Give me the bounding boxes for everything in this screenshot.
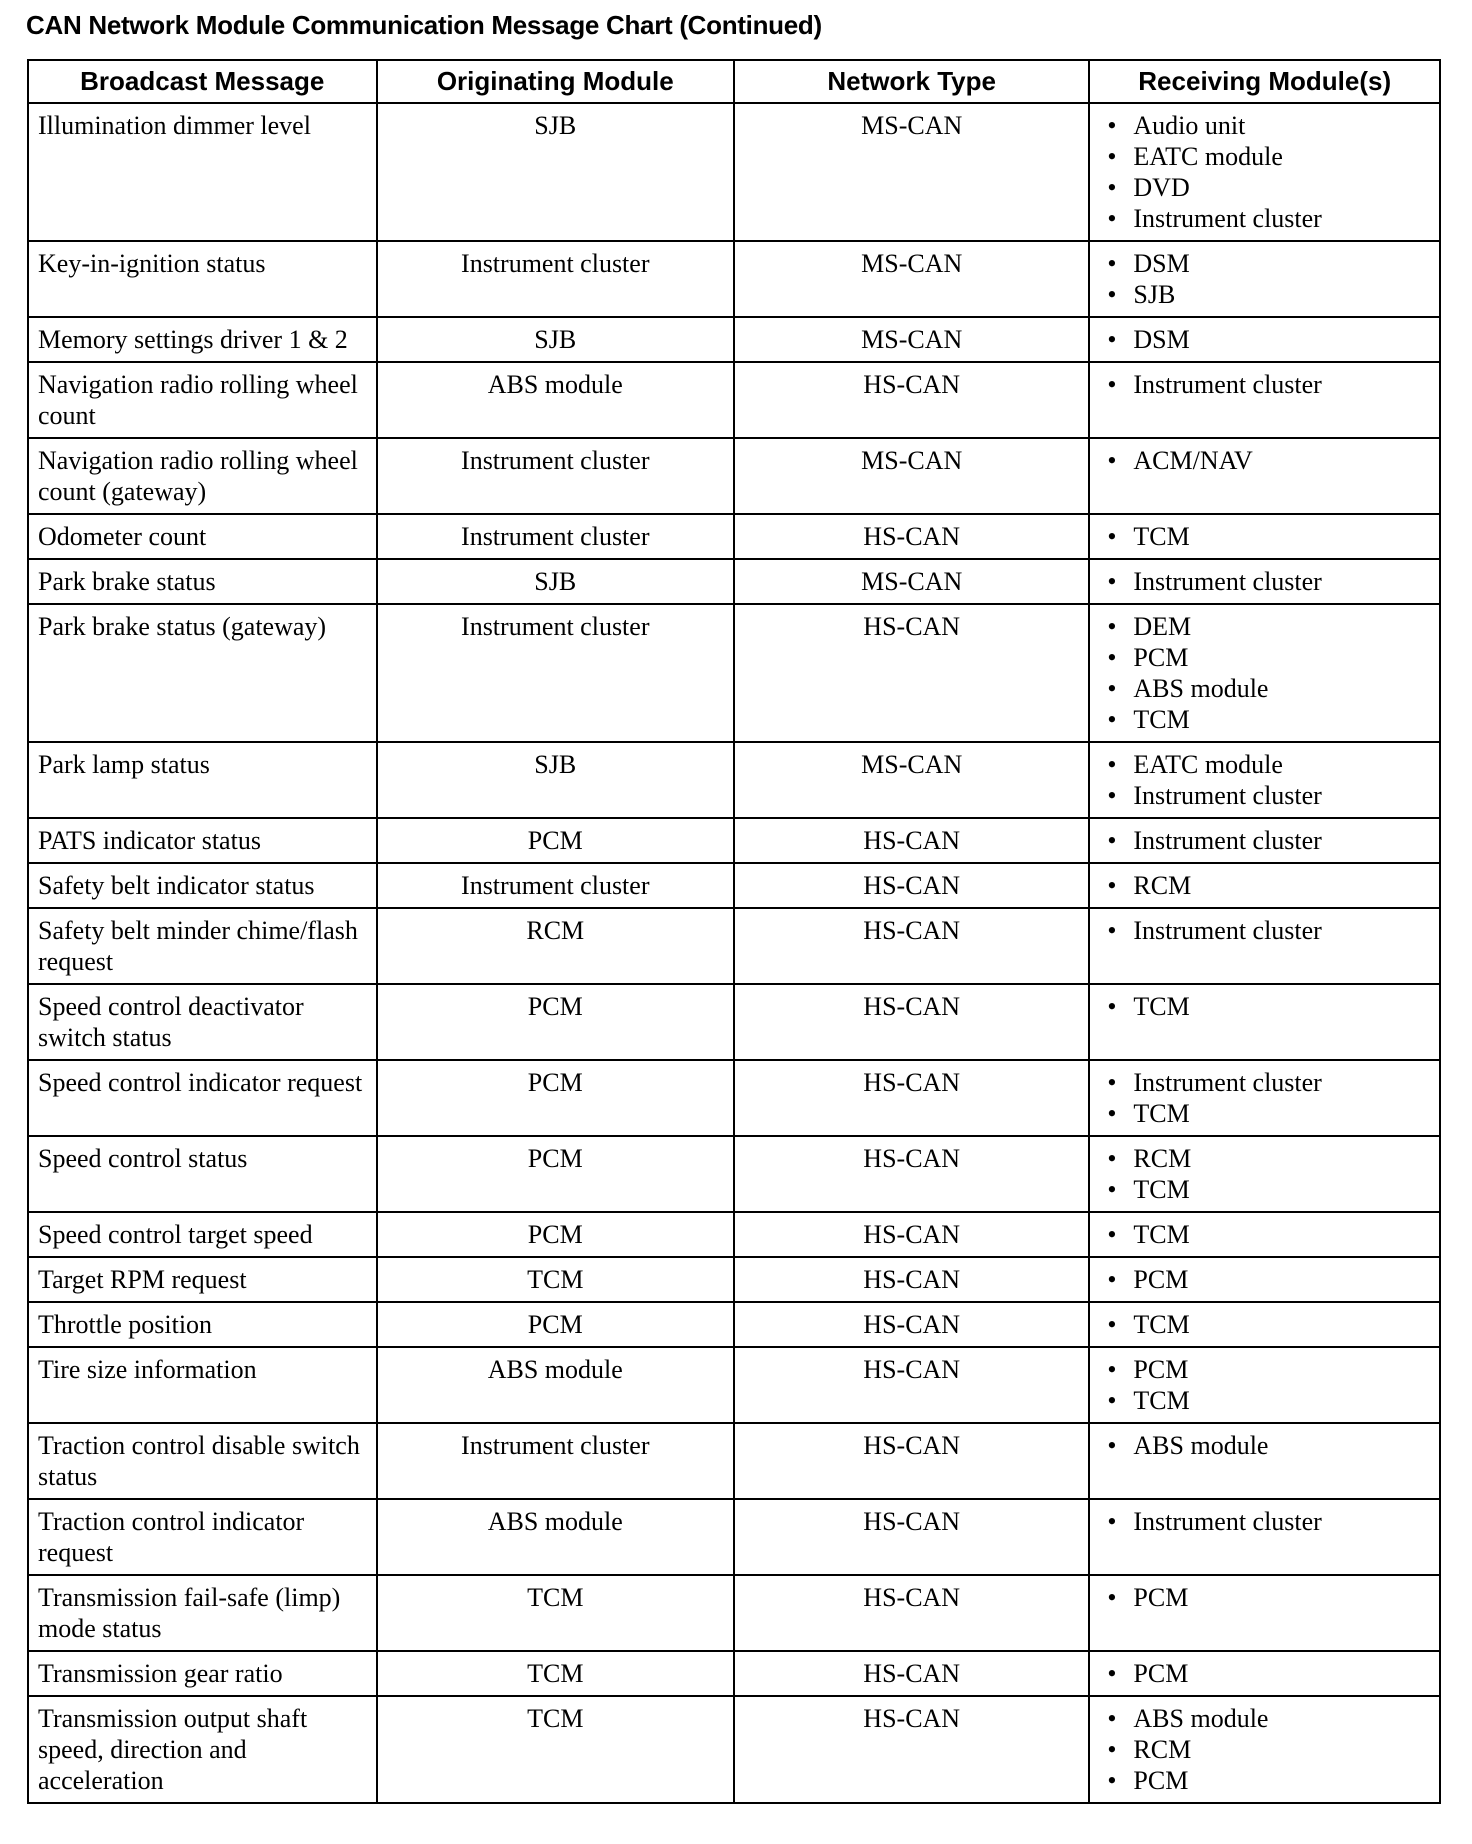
originating-module-cell: TCM <box>377 1257 734 1302</box>
bullet-icon: • <box>1107 1265 1117 1294</box>
receiver-label: Instrument cluster <box>1133 1068 1322 1097</box>
network-type-cell: HS-CAN <box>734 362 1089 438</box>
receiver-list-item <box>1099 566 1430 597</box>
originating-module-cell: ABS module <box>377 1347 734 1423</box>
broadcast-message-cell: Speed control deactivator switch status <box>28 984 377 1060</box>
receiver-list <box>1099 1703 1430 1796</box>
receiver-label: TCM <box>1133 1099 1190 1128</box>
header-originating-module: Originating Module <box>377 60 734 103</box>
bullet-icon: • <box>1107 1099 1117 1128</box>
network-type-cell: HS-CAN <box>734 1136 1089 1212</box>
network-type-cell: HS-CAN <box>734 1575 1089 1651</box>
network-type-cell: HS-CAN <box>734 908 1089 984</box>
broadcast-message-cell: Navigation radio rolling wheel count (gateway) <box>28 438 377 514</box>
originating-module-cell: PCM <box>377 1136 734 1212</box>
table-row <box>28 1423 1440 1499</box>
receiver-label: RCM <box>1133 871 1192 900</box>
bullet-icon: • <box>1107 1068 1117 1097</box>
bullet-icon: • <box>1107 370 1117 399</box>
network-type-cell: MS-CAN <box>734 742 1089 818</box>
receiver-label: EATC module <box>1133 142 1283 171</box>
originating-module-cell: PCM <box>377 818 734 863</box>
originating-module-cell: RCM <box>377 908 734 984</box>
receiving-modules-cell <box>1089 1575 1440 1651</box>
receiver-list-item <box>1099 704 1430 735</box>
receiver-list-item <box>1099 780 1430 811</box>
receiver-list-item <box>1099 1354 1430 1385</box>
network-type-cell: HS-CAN <box>734 1060 1089 1136</box>
broadcast-message-cell: Target RPM request <box>28 1257 377 1302</box>
receiving-modules-cell <box>1089 863 1440 908</box>
table-header-row <box>28 60 1440 103</box>
table-row <box>28 362 1440 438</box>
receiver-list-item <box>1099 1174 1430 1205</box>
receiver-label: Instrument cluster <box>1133 781 1322 810</box>
bullet-icon: • <box>1107 871 1117 900</box>
receiving-modules-cell <box>1089 1499 1440 1575</box>
receiving-modules-cell <box>1089 514 1440 559</box>
originating-module-cell: SJB <box>377 103 734 241</box>
receiver-list-item <box>1099 110 1430 141</box>
receiver-list-item <box>1099 172 1430 203</box>
receiver-list <box>1099 369 1430 400</box>
receiving-modules-cell <box>1089 1212 1440 1257</box>
receiver-list-item <box>1099 1765 1430 1796</box>
receiver-label: PCM <box>1133 643 1189 672</box>
receiver-list-item <box>1099 1143 1430 1174</box>
receiver-label: Audio unit <box>1133 111 1246 140</box>
receiver-list-item <box>1099 369 1430 400</box>
table-row <box>28 908 1440 984</box>
receiver-list-item <box>1099 324 1430 355</box>
receiver-list-item <box>1099 870 1430 901</box>
broadcast-message-cell: Safety belt indicator status <box>28 863 377 908</box>
table-row <box>28 103 1440 241</box>
receiver-list <box>1099 1658 1430 1689</box>
receiver-label: RCM <box>1133 1735 1192 1764</box>
receiver-label: TCM <box>1133 1386 1190 1415</box>
receiving-modules-cell <box>1089 241 1440 317</box>
broadcast-message-cell: Safety belt minder chime/flash request <box>28 908 377 984</box>
originating-module-cell: TCM <box>377 1696 734 1803</box>
receiver-label: EATC module <box>1133 750 1283 779</box>
receiver-list <box>1099 445 1430 476</box>
originating-module-cell: SJB <box>377 317 734 362</box>
broadcast-message-cell: Transmission output shaft speed, direction and acceleration <box>28 1696 377 1803</box>
broadcast-message-cell: Park lamp status <box>28 742 377 818</box>
bullet-icon: • <box>1107 142 1117 171</box>
receiving-modules-cell <box>1089 818 1440 863</box>
originating-module-cell: SJB <box>377 742 734 818</box>
receiving-modules-cell <box>1089 1257 1440 1302</box>
bullet-icon: • <box>1107 916 1117 945</box>
receiver-list-item <box>1099 1219 1430 1250</box>
receiver-label: DSM <box>1133 325 1190 354</box>
receiver-list <box>1099 1309 1430 1340</box>
receiver-label: Instrument cluster <box>1133 567 1322 596</box>
originating-module-cell: PCM <box>377 1212 734 1257</box>
receiver-label: TCM <box>1133 522 1190 551</box>
broadcast-message-cell: Traction control indicator request <box>28 1499 377 1575</box>
bullet-icon: • <box>1107 674 1117 703</box>
receiver-list-item <box>1099 915 1430 946</box>
originating-module-cell: ABS module <box>377 362 734 438</box>
originating-module-cell: PCM <box>377 1302 734 1347</box>
table-row <box>28 984 1440 1060</box>
receiving-modules-cell <box>1089 362 1440 438</box>
broadcast-message-cell: Odometer count <box>28 514 377 559</box>
network-type-cell: HS-CAN <box>734 1212 1089 1257</box>
originating-module-cell: TCM <box>377 1575 734 1651</box>
bullet-icon: • <box>1107 1507 1117 1536</box>
receiver-label: DVD <box>1133 173 1190 202</box>
receiver-list-item <box>1099 141 1430 172</box>
receiver-label: TCM <box>1133 1175 1190 1204</box>
receiver-list-item <box>1099 1067 1430 1098</box>
network-type-cell: HS-CAN <box>734 818 1089 863</box>
network-type-cell: MS-CAN <box>734 241 1089 317</box>
broadcast-message-cell: Traction control disable switch status <box>28 1423 377 1499</box>
broadcast-message-cell: Speed control target speed <box>28 1212 377 1257</box>
bullet-icon: • <box>1107 1735 1117 1764</box>
originating-module-cell: Instrument cluster <box>377 514 734 559</box>
receiver-list <box>1099 1582 1430 1613</box>
table-row <box>28 1575 1440 1651</box>
receiving-modules-cell <box>1089 438 1440 514</box>
broadcast-message-cell: Speed control indicator request <box>28 1060 377 1136</box>
receiver-list-item <box>1099 279 1430 310</box>
table-row <box>28 1060 1440 1136</box>
header-broadcast-message: Broadcast Message <box>28 60 377 103</box>
network-type-cell: MS-CAN <box>734 559 1089 604</box>
receiver-list <box>1099 566 1430 597</box>
network-type-cell: HS-CAN <box>734 1257 1089 1302</box>
originating-module-cell: ABS module <box>377 1499 734 1575</box>
bullet-icon: • <box>1107 1310 1117 1339</box>
broadcast-message-cell: Transmission gear ratio <box>28 1651 377 1696</box>
bullet-icon: • <box>1107 1704 1117 1733</box>
receiver-list-item <box>1099 1582 1430 1613</box>
receiver-list-item <box>1099 1264 1430 1295</box>
receiver-list-item <box>1099 673 1430 704</box>
receiving-modules-cell <box>1089 1651 1440 1696</box>
receiver-label: TCM <box>1133 1220 1190 1249</box>
receiver-list <box>1099 870 1430 901</box>
bullet-icon: • <box>1107 325 1117 354</box>
bullet-icon: • <box>1107 1220 1117 1249</box>
receiver-label: TCM <box>1133 992 1190 1021</box>
receiver-list <box>1099 1143 1430 1205</box>
receiving-modules-cell <box>1089 103 1440 241</box>
receiver-label: PCM <box>1133 1659 1189 1688</box>
receiver-list <box>1099 1506 1430 1537</box>
receiver-label: SJB <box>1133 280 1176 309</box>
receiver-label: ABS module <box>1133 1704 1269 1733</box>
receiver-list-item <box>1099 1506 1430 1537</box>
bullet-icon: • <box>1107 826 1117 855</box>
network-type-cell: HS-CAN <box>734 604 1089 742</box>
receiver-label: Instrument cluster <box>1133 370 1322 399</box>
table-row <box>28 1302 1440 1347</box>
network-type-cell: HS-CAN <box>734 1651 1089 1696</box>
receiver-label: DSM <box>1133 249 1190 278</box>
receiver-list <box>1099 611 1430 735</box>
bullet-icon: • <box>1107 1659 1117 1688</box>
receiver-label: Instrument cluster <box>1133 204 1322 233</box>
receiver-list <box>1099 1067 1430 1129</box>
receiver-label: TCM <box>1133 705 1190 734</box>
broadcast-message-cell: Navigation radio rolling wheel count <box>28 362 377 438</box>
receiver-list-item <box>1099 1430 1430 1461</box>
receiver-list <box>1099 825 1430 856</box>
receiver-list <box>1099 1354 1430 1416</box>
receiver-list-item <box>1099 1734 1430 1765</box>
receiver-label: PCM <box>1133 1355 1189 1384</box>
table-row <box>28 1651 1440 1696</box>
bullet-icon: • <box>1107 1431 1117 1460</box>
receiver-list-item <box>1099 991 1430 1022</box>
receiving-modules-cell <box>1089 559 1440 604</box>
broadcast-message-cell: Speed control status <box>28 1136 377 1212</box>
bullet-icon: • <box>1107 567 1117 596</box>
receiver-list <box>1099 521 1430 552</box>
table-row <box>28 742 1440 818</box>
bullet-icon: • <box>1107 446 1117 475</box>
bullet-icon: • <box>1107 280 1117 309</box>
receiver-label: ABS module <box>1133 674 1269 703</box>
receiving-modules-cell <box>1089 1696 1440 1803</box>
table-row <box>28 241 1440 317</box>
receiver-list <box>1099 915 1430 946</box>
bullet-icon: • <box>1107 522 1117 551</box>
receiver-label: DEM <box>1133 612 1192 641</box>
receiving-modules-cell <box>1089 984 1440 1060</box>
table-row <box>28 559 1440 604</box>
bullet-icon: • <box>1107 705 1117 734</box>
receiver-list <box>1099 991 1430 1022</box>
receiving-modules-cell <box>1089 1347 1440 1423</box>
receiver-label: RCM <box>1133 1144 1192 1173</box>
receiver-label: ABS module <box>1133 1431 1269 1460</box>
receiving-modules-cell <box>1089 317 1440 362</box>
receiving-modules-cell <box>1089 1136 1440 1212</box>
receiver-list-item <box>1099 1385 1430 1416</box>
receiver-list-item <box>1099 1098 1430 1129</box>
table-row <box>28 818 1440 863</box>
broadcast-message-cell: Key-in-ignition status <box>28 241 377 317</box>
bullet-icon: • <box>1107 173 1117 202</box>
network-type-cell: HS-CAN <box>734 1347 1089 1423</box>
table-row <box>28 438 1440 514</box>
broadcast-message-cell: Park brake status <box>28 559 377 604</box>
originating-module-cell: Instrument cluster <box>377 863 734 908</box>
broadcast-message-cell: Throttle position <box>28 1302 377 1347</box>
receiver-list-item <box>1099 825 1430 856</box>
table-row <box>28 1347 1440 1423</box>
originating-module-cell: Instrument cluster <box>377 241 734 317</box>
bullet-icon: • <box>1107 111 1117 140</box>
receiving-modules-cell <box>1089 604 1440 742</box>
bullet-icon: • <box>1107 750 1117 779</box>
network-type-cell: HS-CAN <box>734 1423 1089 1499</box>
broadcast-message-cell: Memory settings driver 1 & 2 <box>28 317 377 362</box>
header-network-type: Network Type <box>734 60 1089 103</box>
message-chart-table <box>27 59 1441 1804</box>
receiver-list <box>1099 248 1430 310</box>
receiver-list-item <box>1099 749 1430 780</box>
bullet-icon: • <box>1107 992 1117 1021</box>
receiver-list-item <box>1099 521 1430 552</box>
network-type-cell: HS-CAN <box>734 1696 1089 1803</box>
receiver-list-item <box>1099 203 1430 234</box>
broadcast-message-cell: Transmission fail-safe (limp) mode status <box>28 1575 377 1651</box>
receiving-modules-cell <box>1089 1302 1440 1347</box>
bullet-icon: • <box>1107 1175 1117 1204</box>
receiver-list-item <box>1099 1309 1430 1340</box>
receiver-list-item <box>1099 1658 1430 1689</box>
receiver-list-item <box>1099 248 1430 279</box>
table-row <box>28 1257 1440 1302</box>
table-row <box>28 1136 1440 1212</box>
receiver-list <box>1099 1430 1430 1461</box>
network-type-cell: MS-CAN <box>734 438 1089 514</box>
table-row <box>28 1212 1440 1257</box>
receiver-label: PCM <box>1133 1583 1189 1612</box>
table-row <box>28 1499 1440 1575</box>
receiver-list-item <box>1099 642 1430 673</box>
bullet-icon: • <box>1107 249 1117 278</box>
bullet-icon: • <box>1107 1386 1117 1415</box>
page-title: CAN Network Module Communication Message Chart (Continued) <box>26 10 822 40</box>
table-row <box>28 1696 1440 1803</box>
receiver-list <box>1099 110 1430 234</box>
network-type-cell: HS-CAN <box>734 514 1089 559</box>
receiver-list <box>1099 1219 1430 1250</box>
receiver-label: ACM/NAV <box>1133 446 1253 475</box>
receiver-list-item <box>1099 1703 1430 1734</box>
bullet-icon: • <box>1107 1766 1117 1795</box>
network-type-cell: HS-CAN <box>734 1499 1089 1575</box>
network-type-cell: HS-CAN <box>734 863 1089 908</box>
bullet-icon: • <box>1107 1355 1117 1384</box>
table-row <box>28 604 1440 742</box>
bullet-icon: • <box>1107 781 1117 810</box>
originating-module-cell: Instrument cluster <box>377 438 734 514</box>
receiver-label: Instrument cluster <box>1133 916 1322 945</box>
originating-module-cell: PCM <box>377 1060 734 1136</box>
receiving-modules-cell <box>1089 1423 1440 1499</box>
network-type-cell: HS-CAN <box>734 984 1089 1060</box>
bullet-icon: • <box>1107 1144 1117 1173</box>
originating-module-cell: PCM <box>377 984 734 1060</box>
network-type-cell: MS-CAN <box>734 317 1089 362</box>
table-row <box>28 863 1440 908</box>
receiver-list <box>1099 749 1430 811</box>
originating-module-cell: TCM <box>377 1651 734 1696</box>
receiver-list-item <box>1099 611 1430 642</box>
originating-module-cell: Instrument cluster <box>377 604 734 742</box>
network-type-cell: MS-CAN <box>734 103 1089 241</box>
bullet-icon: • <box>1107 643 1117 672</box>
receiver-list <box>1099 324 1430 355</box>
receiver-label: Instrument cluster <box>1133 1507 1322 1536</box>
bullet-icon: • <box>1107 1583 1117 1612</box>
broadcast-message-cell: PATS indicator status <box>28 818 377 863</box>
receiving-modules-cell <box>1089 908 1440 984</box>
bullet-icon: • <box>1107 612 1117 641</box>
originating-module-cell: Instrument cluster <box>377 1423 734 1499</box>
receiver-list-item <box>1099 445 1430 476</box>
receiver-label: Instrument cluster <box>1133 826 1322 855</box>
receiver-label: PCM <box>1133 1766 1189 1795</box>
table-row <box>28 514 1440 559</box>
table-row <box>28 317 1440 362</box>
receiver-list <box>1099 1264 1430 1295</box>
bullet-icon: • <box>1107 204 1117 233</box>
receiver-label: PCM <box>1133 1265 1189 1294</box>
originating-module-cell: SJB <box>377 559 734 604</box>
header-receiving-modules: Receiving Module(s) <box>1089 60 1440 103</box>
broadcast-message-cell: Park brake status (gateway) <box>28 604 377 742</box>
broadcast-message-cell: Tire size information <box>28 1347 377 1423</box>
receiver-label: TCM <box>1133 1310 1190 1339</box>
receiving-modules-cell <box>1089 1060 1440 1136</box>
broadcast-message-cell: Illumination dimmer level <box>28 103 377 241</box>
network-type-cell: HS-CAN <box>734 1302 1089 1347</box>
receiving-modules-cell <box>1089 742 1440 818</box>
